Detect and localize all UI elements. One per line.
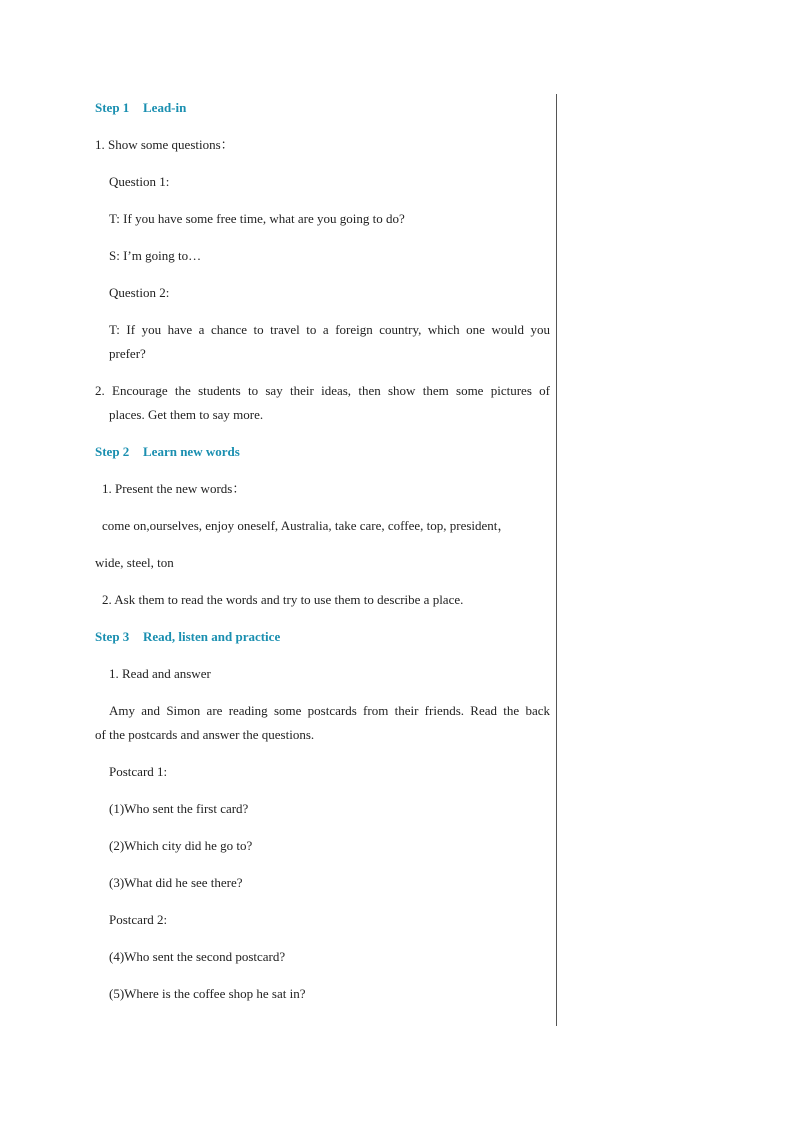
question2-teacher-line1: T: If you have a chance to travel to a foreign country, which one would you: [109, 322, 550, 337]
new-words-line2: wide, steel, ton: [95, 555, 174, 570]
step2-item2: 2. Ask them to read the words and try to use them to describe a place.: [102, 592, 464, 607]
column-divider: [556, 94, 557, 1026]
new-words-line1: come on,ourselves, enjoy oneself, Australia, take care, coffee, top, president，: [102, 518, 511, 533]
postcard2-label: Postcard 2:: [109, 912, 168, 927]
question1-label: Question 1:: [109, 174, 170, 189]
step3-intro-line1: Amy and Simon are reading some postcards from their friends. Read the back: [109, 703, 550, 718]
step3-item1: 1. Read and answer: [109, 666, 211, 681]
question2-teacher-line2: prefer?: [109, 346, 146, 361]
step1-item2-line2: places. Get them to say more.: [109, 407, 264, 422]
postcard1-question2: (2)Which city did he go to?: [109, 838, 253, 853]
postcard2-question4: (4)Who sent the second postcard?: [109, 949, 286, 964]
step3-heading: Step 3 Read, listen and practice: [95, 629, 281, 644]
step1-heading: Step 1 Lead-in: [95, 100, 187, 115]
question1-student: S: I’m going to…: [109, 248, 202, 263]
step1-item2-line1: 2. Encourage the students to say their ideas, then show them some pictures of: [95, 383, 550, 398]
postcard2-question5: (5)Where is the coffee shop he sat in?: [109, 986, 306, 1001]
step1-item1: 1. Show some questions：: [95, 137, 234, 152]
question2-label: Question 2:: [109, 285, 170, 300]
postcard1-question3: (3)What did he see there?: [109, 875, 243, 890]
postcard1-label: Postcard 1:: [109, 764, 168, 779]
postcard1-question1: (1)Who sent the first card?: [109, 801, 249, 816]
lesson-content: [95, 96, 550, 1006]
question1-teacher: T: If you have some free time, what are you going to do?: [109, 211, 405, 226]
step3-intro-line2: of the postcards and answer the questions.: [95, 727, 315, 742]
step2-item1: 1. Present the new words：: [102, 481, 246, 496]
step2-heading: Step 2 Learn new words: [95, 444, 240, 459]
